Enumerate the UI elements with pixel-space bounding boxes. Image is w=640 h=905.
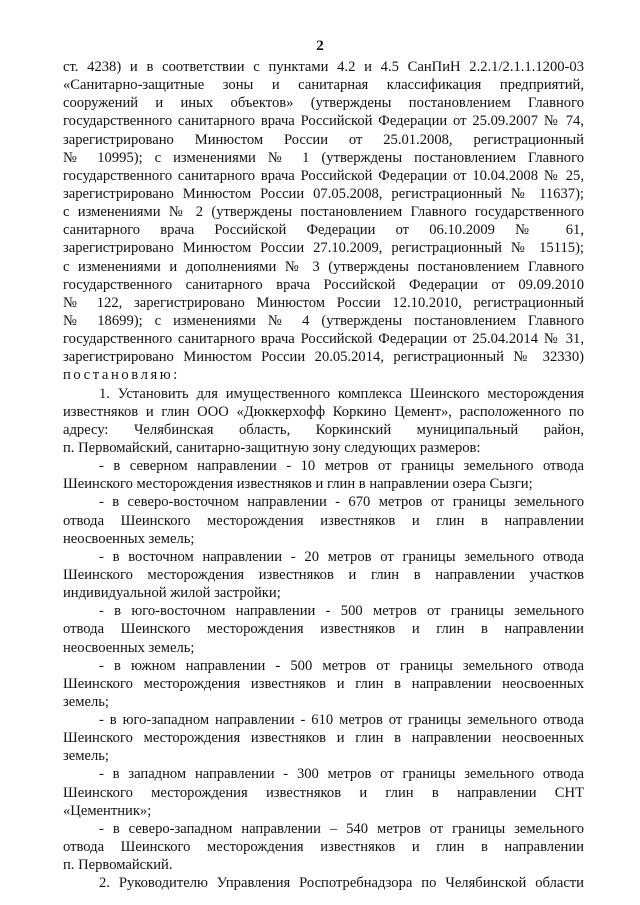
text-line: - в юго-западном направлении - 610 метров от границы земельного отвода [99, 712, 584, 729]
text-line: «Цементник»; [63, 802, 152, 819]
text-line: ст. 4238) и в соответствии с пунктами 4.2 и 4.5 СанПиН 2.2.1/2.1.1.1200-03 [63, 59, 584, 75]
text-line: зарегистрировано Минюстом России от 25.01.2008, регистрационный [63, 131, 584, 148]
page-number: 2 [316, 38, 324, 54]
text-line: санитарного врача Российской Федерации от 06.10.2009 № 61, [63, 222, 584, 239]
text-line: с изменениями и дополнениями № 3 (утверждены постановлением Главного [63, 258, 584, 275]
text-line: п. Первомайский, санитарно-защитную зону следующих размеров: [63, 439, 481, 456]
text-line: - в восточном направлении - 20 метров от границы земельного отвода [99, 548, 584, 565]
resolution-text [63, 58, 584, 892]
text-line: земель; [63, 693, 109, 710]
text-line: Шеинского месторождения известняков и глин в направлении участков [63, 566, 584, 583]
text-line: п. Первомайский. [63, 857, 173, 874]
text-line: - в юго-восточном направлении - 500 метров от границы земельного [99, 603, 584, 620]
text-line: отвода Шеинского месторождения известняков и глин в направлении [63, 839, 584, 856]
text-line: государственного санитарного врача Российской Федерации от 25.04.2014 № 31, [63, 331, 584, 348]
text-line: «Санитарно-защитные зоны и санитарная классификация предприятий, [63, 77, 584, 94]
text-line: Шеинского месторождения известняков и глин в направлении неосвоенных [63, 675, 584, 692]
text-line: известняков и глин ООО «Дюккерхофф Коркино Цемент», расположенного по [63, 403, 584, 420]
text-line: - в северном направлении - 10 метров от границы земельного отвода [99, 458, 584, 475]
text-line: адресу: Челябинская область, Коркинский муниципальный район, [63, 421, 584, 438]
text-line: неосвоенных земель; [63, 639, 195, 656]
text-line: № 18699); с изменениями № 4 (утверждены постановлением Главного [63, 312, 584, 329]
text-line: - в северо-восточном направлении - 670 метров от границы земельного [99, 494, 584, 511]
text-line: - в северо-западном направлении – 540 метров от границы земельного [99, 820, 584, 837]
text-line: 2. Руководителю Управления Роспотребнадзора по Челябинской области [99, 875, 584, 892]
text-line: - в западном направлении - 300 метров от границы земельного отвода [99, 766, 584, 783]
text-line: отвода Шеинского месторождения известняков и глин в направлении [63, 512, 584, 529]
text-line: отвода Шеинского месторождения известняков и глин в направлении [63, 621, 584, 638]
text-line: государственного санитарного врача Российской Федерации от 09.09.2010 [63, 276, 584, 293]
text-line: государственного санитарного врача Российской Федерации от 10.04.2008 № 25, [63, 167, 584, 184]
text-line: Шеинского месторождения известняков и глин в направлении неосвоенных [63, 730, 584, 747]
text-line: зарегистрировано Минюстом России 20.05.2014, регистрационный № 32330) [63, 349, 584, 366]
text-line: - в южном направлении - 500 метров от границы земельного отвода [99, 657, 584, 674]
text-line: № 10995); с изменениями № 1 (утверждены постановлением Главного [63, 149, 584, 166]
text-line: зарегистрировано Минюстом России 07.05.2008, регистрационный № 11637); [63, 185, 584, 202]
text-line: с изменениями № 2 (утверждены постановлением Главного государственного [63, 204, 584, 221]
text-line: Шеинского месторождения известняков и глин в направлении СНТ [63, 784, 584, 801]
text-line: сооружений и иных объектов» (утверждены постановлением Главного [63, 95, 584, 112]
text-line: неосвоенных земель; [63, 530, 195, 547]
text-line: индивидуальной жилой застройки; [63, 585, 281, 602]
text-line: государственного санитарного врача Российской Федерации от 25.09.2007 № 74, [63, 113, 584, 130]
text-line: постановляю: [63, 367, 180, 384]
text-line: Шеинского месторождения известняков и глин в направлении озера Сызги; [63, 476, 533, 493]
text-line: № 122, зарегистрировано Минюстом России 12.10.2010, регистрационный [63, 294, 584, 311]
text-line: зарегистрировано Минюстом России 27.10.2009, регистрационный № 15115); [63, 240, 584, 257]
text-line: 1. Установить для имущественного комплекса Шеинского месторождения [99, 385, 584, 402]
text-line: земель; [63, 748, 109, 765]
